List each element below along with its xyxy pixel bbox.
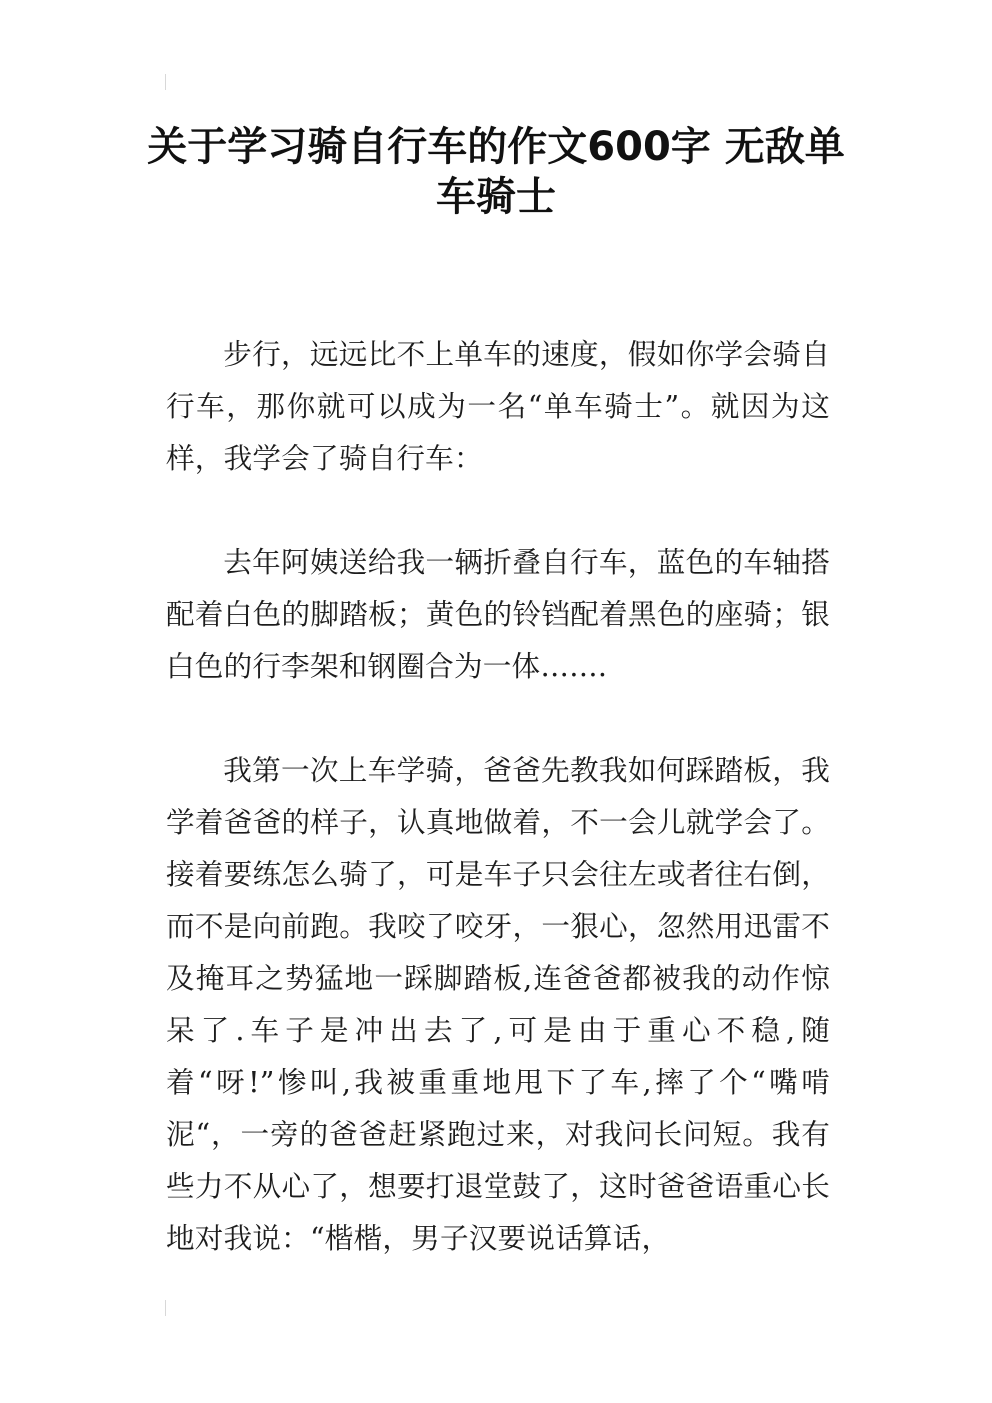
paragraph-3: 我第一次上车学骑，爸爸先教我如何踩踏板，我学着爸爸的样子，认真地做着，不一会儿就学会了。接着要练怎么骑了，可是车子只会往左或者往右倒，而不是向前跑。我咬了咬牙，一狠心，忽然用迅雷不及掩耳之势猛地一踩脚踏板,连爸爸都被我的动作惊呆了.车子是冲出去了,可是由于重心不稳,随着“呀!”惨叫,我被重重地甩下了车,摔了个“嘴啃泥“，一旁的爸爸赶紧跑过来，对我问长问短。我有些力不从心了，想要打退堂鼓了，这时爸爸语重心长地对我说：“楷楷，男子汉要说话算话， xyxy=(166,753,830,1255)
paragraph-2: 去年阿姨送给我一辆折叠自行车，蓝色的车轴搭配着白色的脚踏板；黄色的铃铛配着黑色的座骑；银白色的行李架和钢圈合为一体……. xyxy=(166,545,830,683)
page-corner-mark-top xyxy=(165,74,166,90)
page-corner-mark-bottom xyxy=(165,1300,166,1316)
document-title: 关于学习骑自行车的作文600字 无敌单车骑士 xyxy=(147,124,845,220)
paragraph-1: 步行，远远比不上单车的速度，假如你学会骑自行车，那你就可以成为一名“单车骑士”。就因为这样，我学会了骑自行车： xyxy=(166,337,830,475)
